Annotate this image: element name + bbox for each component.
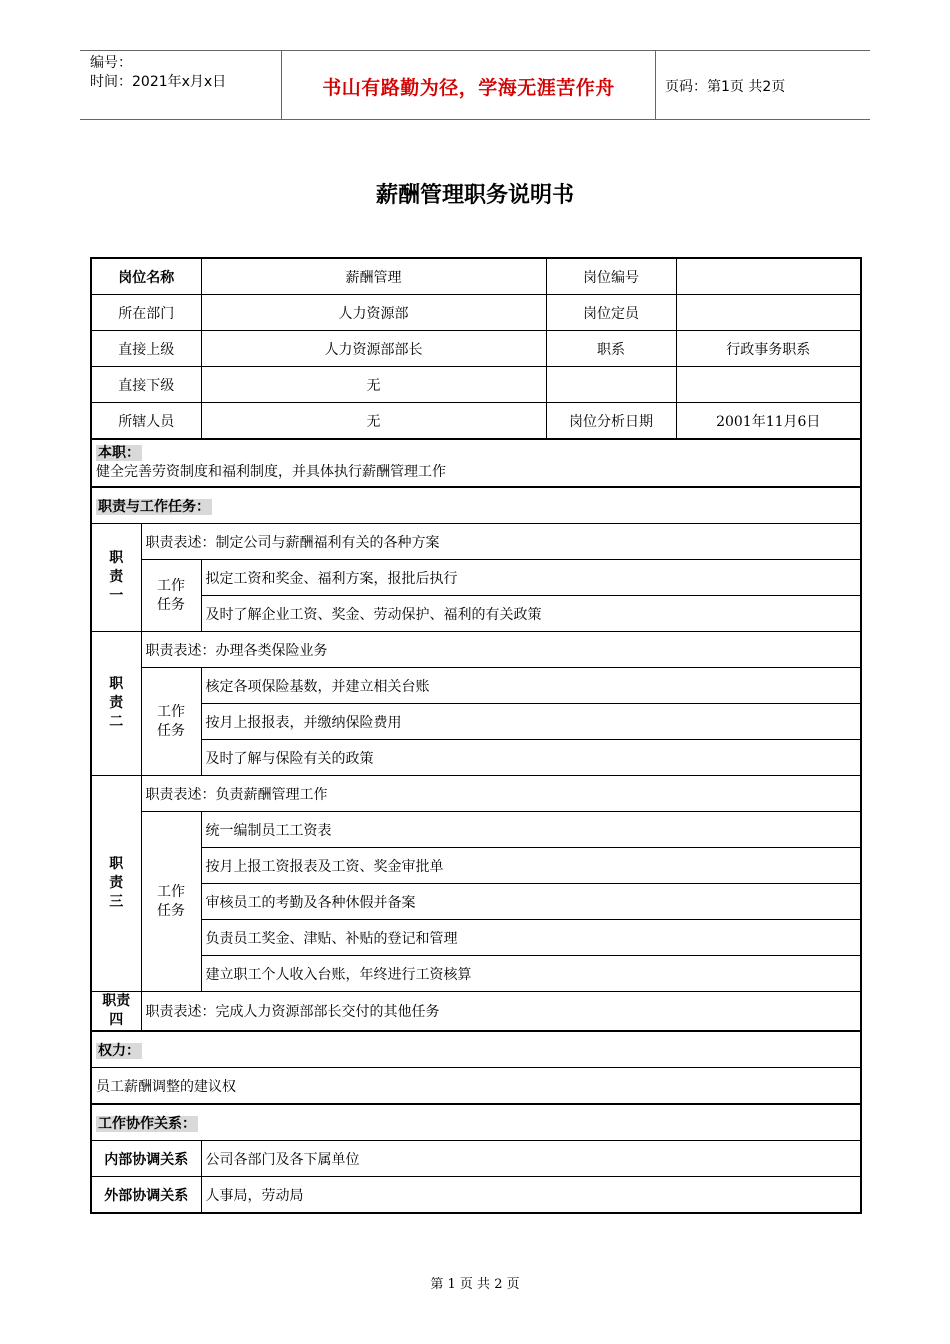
resp-label: 职 责 三 xyxy=(91,776,141,992)
resp-label: 职 责 一 xyxy=(91,524,141,632)
task-row xyxy=(91,812,861,848)
info-key: 所辖人员 xyxy=(91,403,201,440)
work-task-label: 工作 任务 xyxy=(141,668,201,776)
work-task-label: 工作 任务 xyxy=(141,560,201,632)
task-row xyxy=(91,704,861,740)
task-item: 及时了解企业工资、奖金、劳动保护、福利的有关政策 xyxy=(201,596,861,632)
task-item: 核定各项保险基数，并建立相关台账 xyxy=(201,668,861,704)
authority-row xyxy=(91,1068,861,1105)
resp-desc-row xyxy=(91,992,861,1032)
header-meta xyxy=(90,54,226,92)
document-title: 薪酬管理职务说明书 xyxy=(375,183,574,208)
resp-description: 职责表述：完成人力资源部部长交付的其他任务 xyxy=(141,992,861,1032)
task-item: 统一编制员工工资表 xyxy=(201,812,861,848)
page-header xyxy=(80,50,870,120)
responsibilities-label: 职责与工作任务： xyxy=(98,498,210,515)
task-row xyxy=(91,956,861,992)
page-footer: 第 1 页 共 2 页 xyxy=(430,1277,520,1292)
info-value: 人力资源部 xyxy=(201,295,546,331)
work-task-label: 工作 任务 xyxy=(141,812,201,992)
internal-relation-text: 公司各部门及各下属单位 xyxy=(201,1141,861,1177)
task-item: 负责员工奖金、津贴、补贴的登记和管理 xyxy=(201,920,861,956)
info-key: 岗位定员 xyxy=(546,295,676,331)
duty-text: 健全完善劳资制度和福利制度，并具体执行薪酬管理工作 xyxy=(96,464,446,480)
task-row xyxy=(91,668,861,704)
duty-row xyxy=(91,439,861,487)
resp-label: 职 责 二 xyxy=(91,632,141,776)
info-value xyxy=(676,258,861,295)
authority-label: 权力： xyxy=(98,1042,140,1059)
info-value xyxy=(676,295,861,331)
header-divider xyxy=(655,51,656,119)
info-value: 行政事务职系 xyxy=(676,331,861,367)
task-item: 及时了解与保险有关的政策 xyxy=(201,740,861,776)
task-row xyxy=(91,920,861,956)
cooperation-row xyxy=(91,1177,861,1214)
external-relation-text: 人事局，劳动局 xyxy=(201,1177,861,1214)
task-row xyxy=(91,596,861,632)
section-row xyxy=(91,487,861,524)
info-row xyxy=(91,331,861,367)
info-value: 薪酬管理 xyxy=(201,258,546,295)
task-row xyxy=(91,884,861,920)
task-row xyxy=(91,560,861,596)
header-motto: 书山有路勤为径，学海无涯苦作舟 xyxy=(322,77,615,99)
task-row xyxy=(91,740,861,776)
info-value: 2001年11月6日 xyxy=(676,403,861,440)
task-item: 按月上报工资报表及工资、奖金审批单 xyxy=(201,848,861,884)
info-key: 职系 xyxy=(546,331,676,367)
duty-label: 本职： xyxy=(98,445,140,461)
info-key: 所在部门 xyxy=(91,295,201,331)
resp-desc-row xyxy=(91,524,861,560)
info-row xyxy=(91,258,861,295)
section-row xyxy=(91,1104,861,1141)
info-key: 岗位编号 xyxy=(546,258,676,295)
section-row xyxy=(91,1031,861,1068)
document-time-label: 时间：2021年x月x日 xyxy=(90,74,227,90)
task-item: 按月上报报表，并缴纳保险费用 xyxy=(201,704,861,740)
job-description-table xyxy=(90,257,862,1214)
info-value: 无 xyxy=(201,403,546,440)
info-key: 直接下级 xyxy=(91,367,201,403)
info-row xyxy=(91,295,861,331)
info-key xyxy=(546,367,676,403)
task-item: 建立职工个人收入台账，年终进行工资核算 xyxy=(201,956,861,992)
info-row xyxy=(91,403,861,440)
info-key: 岗位名称 xyxy=(91,258,201,295)
resp-description: 职责表述：制定公司与薪酬福利有关的各种方案 xyxy=(141,524,861,560)
external-relation-label: 外部协调关系 xyxy=(91,1177,201,1214)
document-number-label: 编号： xyxy=(90,55,132,71)
resp-description: 职责表述：办理各类保险业务 xyxy=(141,632,861,668)
info-key: 直接上级 xyxy=(91,331,201,367)
authority-text: 员工薪酬调整的建议权 xyxy=(91,1068,861,1105)
task-item: 审核员工的考勤及各种休假并备案 xyxy=(201,884,861,920)
resp-label: 职责 四 xyxy=(91,992,141,1032)
task-row xyxy=(91,848,861,884)
task-item: 拟定工资和奖金、福利方案，报批后执行 xyxy=(201,560,861,596)
header-page-label: 页码：第1页 共2页 xyxy=(665,79,786,95)
resp-description: 职责表述：负责薪酬管理工作 xyxy=(141,776,861,812)
info-value: 人力资源部部长 xyxy=(201,331,546,367)
info-value: 无 xyxy=(201,367,546,403)
resp-desc-row xyxy=(91,632,861,668)
info-value xyxy=(676,367,861,403)
resp-desc-row xyxy=(91,776,861,812)
info-row xyxy=(91,367,861,403)
info-key: 岗位分析日期 xyxy=(546,403,676,440)
internal-relation-label: 内部协调关系 xyxy=(91,1141,201,1177)
cooperation-label: 工作协作关系： xyxy=(98,1115,196,1132)
cooperation-row xyxy=(91,1141,861,1177)
